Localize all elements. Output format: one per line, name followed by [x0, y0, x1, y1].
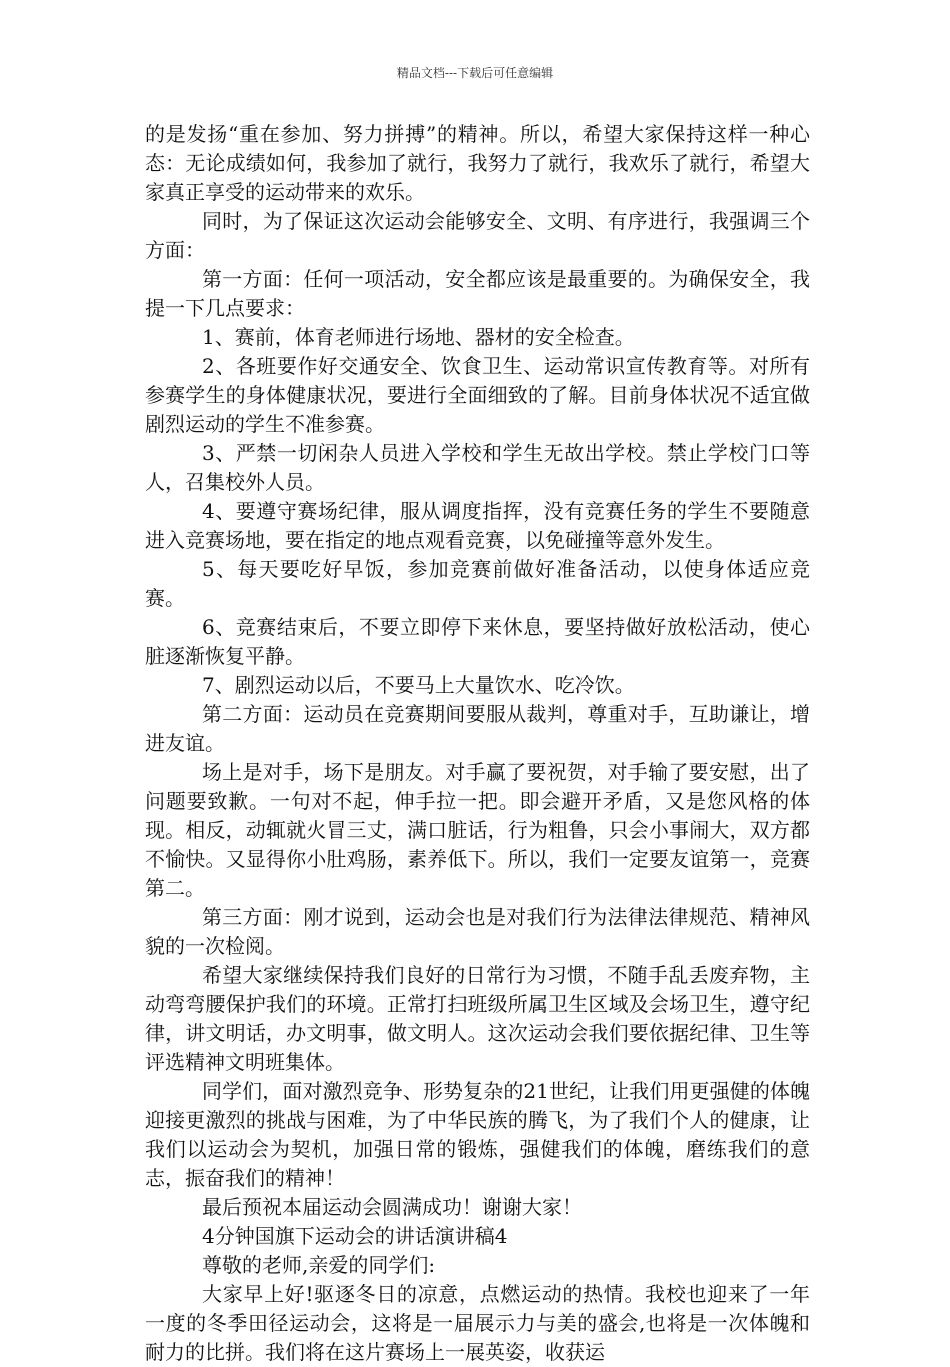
paragraph: 2、各班要作好交通安全、饮食卫生、运动常识宣传教育等。对所有参赛学生的身体健康状况，要进行全面细致的了解。目前身体状况不适宜做剧烈运动的学生不准参赛。 [145, 354, 810, 436]
paragraph: 第二方面：运动员在竞赛期间要服从裁判，尊重对手，互助谦让，增进友谊。 [145, 702, 810, 755]
page-header: 精品文档---下载后可任意编辑 [396, 66, 554, 80]
paragraph: 4分钟国旗下运动会的讲话演讲稿4 [202, 1224, 508, 1248]
paragraph: 3、严禁一切闲杂人员进入学校和学生无故出学校。禁止学校门口等人，召集校外人员。 [145, 441, 810, 494]
paragraph: 同学们，面对激烈竞争、形势复杂的21世纪，让我们用更强健的体魄迎接更激烈的挑战与困难，为了中华民族的腾飞，为了我们个人的健康，让我们以运动会为契机，加强日常的锻炼，强健我们的体魄，磨练我们的意志，振奋我们的精神！ [145, 1079, 810, 1190]
paragraph: 场上是对手，场下是朋友。对手赢了要祝贺，对手输了要安慰，出了问题要致歉。一句对不起，伸手拉一把。即会避开矛盾，又是您风格的体现。相反，动辄就火冒三丈，满口脏话，行为粗鲁，只会小事闹大，双方都不愉快。又显得你小肚鸡肠，素养低下。所以，我们一定要友谊第一，竞赛第二。 [145, 760, 810, 900]
paragraph: 大家早上好!驱逐冬日的凉意，点燃运动的热情。我校也迎来了一年一度的冬季田径运动会，这将是一届展示力与美的盛会,也将是一次体魄和耐力的比拼。我们将在这片赛场上一展英姿，收获运 [145, 1282, 810, 1364]
paragraph: 1、赛前，体育老师进行场地、器材的安全检查。 [202, 325, 635, 349]
paragraph: 第三方面：刚才说到，运动会也是对我们行为法律法律规范、精神风貌的一次检阅。 [145, 905, 810, 958]
paragraph: 最后预祝本届运动会圆满成功！谢谢大家！ [202, 1195, 582, 1219]
paragraph: 的是发扬“重在参加、努力拼搏”的精神。所以，希望大家保持这样一种心态：无论成绩如何，我参加了就行，我努力了就行，我欢乐了就行，希望大家真正享受的运动带来的欢乐。 [145, 122, 810, 204]
document-body [145, 120, 810, 1367]
paragraph: 4、要遵守赛场纪律，服从调度指挥，没有竞赛任务的学生不要随意进入竞赛场地，要在指定的地点观看竞赛，以免碰撞等意外发生。 [145, 499, 810, 552]
paragraph: 7、剧烈运动以后，不要马上大量饮水、吃冷饮。 [202, 673, 635, 697]
paragraph: 第一方面：任何一项活动，安全都应该是最重要的。为确保安全，我提一下几点要求： [145, 267, 810, 320]
paragraph: 希望大家继续保持我们良好的日常行为习惯，不随手乱丢废弃物，主动弯弯腰保护我们的环境。正常打扫班级所属卫生区域及会场卫生，遵守纪律，讲文明话，办文明事，做文明人。这次运动会我们要依据纪律、卫生等评选精神文明班集体。 [145, 963, 810, 1074]
paragraph: 5、每天要吃好早饭，参加竞赛前做好准备活动，以使身体适应竞赛。 [145, 557, 810, 610]
paragraph: 6、竞赛结束后，不要立即停下来休息，要坚持做好放松活动，使心脏逐渐恢复平静。 [145, 615, 810, 668]
paragraph: 同时，为了保证这次运动会能够安全、文明、有序进行，我强调三个方面： [145, 209, 810, 262]
paragraph: 尊敬的老师,亲爱的同学们: [202, 1253, 436, 1277]
